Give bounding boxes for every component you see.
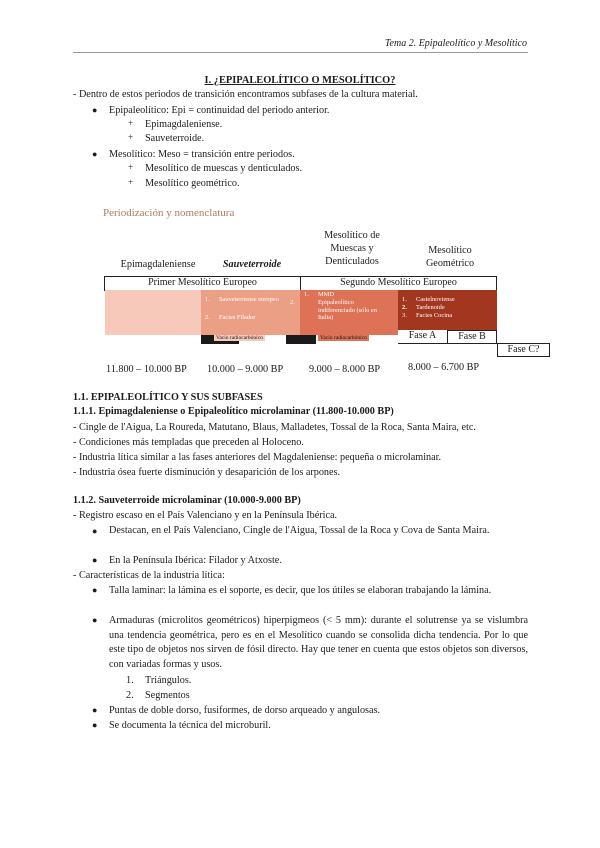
bullet-icon: ● [92,720,98,730]
block2-item: 1. Sauveterriense europeo [205,296,279,303]
num-marker: 2. [126,690,134,701]
date-3: 9.000 – 8.000 BP [309,364,381,375]
bullet-icon: ● [92,585,98,595]
text-line: - Registro escaso en el País Valenciano y en la Península Ibérica. [73,510,338,521]
block4-item: 1. Castelnoviense [402,296,455,303]
block-epimagdaleniense [105,290,202,335]
text-line: - Industria ósea fuerte disminución y desaparición de los arpones. [73,467,341,478]
col-line: Denticulados [325,256,379,267]
vacio-bar-2 [286,335,316,344]
plus-icon: + [128,162,134,172]
subsection-subtitle: 1.1.2. Sauveterroide microlaminar (10.000-9.000 BP) [73,495,301,506]
sub-item: Mesolítico de muescas y denticulados. [145,163,303,174]
col-epimagdaleniense: Epimagdaleniense [120,259,196,270]
plus-icon: + [128,118,134,128]
bullet-text: Se documenta la técnica del microburil. [109,720,271,731]
col-muescas-denticulados [300,229,404,268]
block2-item: 2. Facies Filador [205,314,256,321]
vacio-label-1: Vacío radiocarbónico [216,335,263,341]
phase-a: Fase A [398,330,448,344]
text-line: - Cingle de l'Aigua, La Roureda, Matutano, Blaus, Malladetes, Tossal de la Roca, Santa Maira, etc. [73,422,476,433]
bullet-text: Armaduras (microlitos geométricos) hiperpigmeos (< 5 mm): durante el solutrense ya se vislumbra una tendencia geométrica, pero es en el Mesolítico cuando se consolida dicha tendencia. Por lo que este tipo de objetos nos sirven de fósil directo. Hay que tener en cuenta que estos objetos son diversos, con variadas formas y usos. [109,615,528,671]
col-line: Mesolítico de [324,230,380,241]
group-primer-mesolitico: Primer Mesolítico Europeo [104,276,301,291]
block3-item: 2. Epipaleolítico indiferenciado (sólo en Italia) [290,299,377,322]
subsection-subtitle: 1.1.1. Epimagdaleniense o Epipaleolítico microlaminar (11.800-10.000 BP) [73,406,394,417]
bullet-icon: ● [92,705,98,715]
sub-item: Mesolítico geométrico. [145,178,240,189]
num-item: Segmentos [145,690,190,701]
col-geometrico [404,244,496,270]
block-muescas [290,290,398,335]
date-4: 8.000 – 6.700 BP [408,362,480,373]
plus-icon: + [128,177,134,187]
block3-item: 1. MMD [304,291,334,298]
text-line: - Características de la industria lítica: [73,570,225,581]
bullet-text: Puntas de doble dorso, fusiformes, de dorso arqueado y angulosas. [109,705,381,716]
phase-b: Fase B [447,330,497,344]
phase-divider [497,343,498,357]
block4-item: 3. Facies Cocina [402,312,453,319]
bullet-text: Talla laminar: la lámina es el soporte, es decir, que los útiles se elaboran trabajando la lámina. [109,585,492,596]
col-sauveterroide: Sauveterroide [222,259,282,270]
date-1: 11.800 – 10.000 BP [106,364,187,375]
bullet-icon: ● [92,105,98,115]
block-sauveterroide [201,290,300,335]
block-geometrico [398,290,497,330]
subsection-title: 1.1. EPIPALEOLÍTICO Y SUS SUBFASES [73,392,263,403]
running-header: Tema 2. Epipaleolítico y Mesolítico [384,38,527,49]
intro-line: - Dentro de estos periodos de transición encontramos subfases de la cultura material. [73,89,418,100]
group-segundo-mesolitico: Segundo Mesolítico Europeo [300,276,497,291]
bullet-icon: ● [92,615,98,625]
bullet-text: En la Península Ibérica: Filador y Atxoste. [109,555,282,566]
col-line: Muescas y [330,243,374,254]
date-2: 10.000 – 9.000 BP [207,364,284,375]
bullet-icon: ● [92,526,98,536]
section-title: I. ¿EPIPALEOLÍTICO O MESOLÍTICO? [204,75,396,86]
sub-item: Sauveterroide. [145,133,205,144]
vacio-label-2: Vacío radiocarbónico [320,335,367,341]
phase-c: Fase C? [498,343,550,357]
text-line: - Industria lítica similar a las fases anteriores del Magdaleniense: pequeña o microlaminar. [73,452,442,463]
num-marker: 1. [126,675,134,686]
bullet-icon: ● [92,149,98,159]
col-line: Geométrico [425,258,475,269]
list-item: Epipaleolítico: Epi = continuidad del periodo anterior. [109,105,330,116]
list-item: Mesolítico: Meso = transición entre periodos. [109,149,295,160]
figure-title: Periodización y nomenclatura [103,207,235,219]
col-line: Mesolítico [428,245,472,256]
plus-icon: + [128,132,134,142]
num-item: Triángulos. [145,675,192,686]
header-rule [73,52,528,53]
sub-item: Epimagdaleniense. [145,119,223,130]
block4-item: 2. Tardenoide [402,304,445,311]
bullet-icon: ● [92,555,98,565]
text-line: - Condiciones más templadas que preceden al Holoceno. [73,437,304,448]
bullet-text: Destacan, en el País Valenciano, Cingle de l'Aigua, Tossal de la Roca y Cova de Santa Maira. [109,525,490,536]
